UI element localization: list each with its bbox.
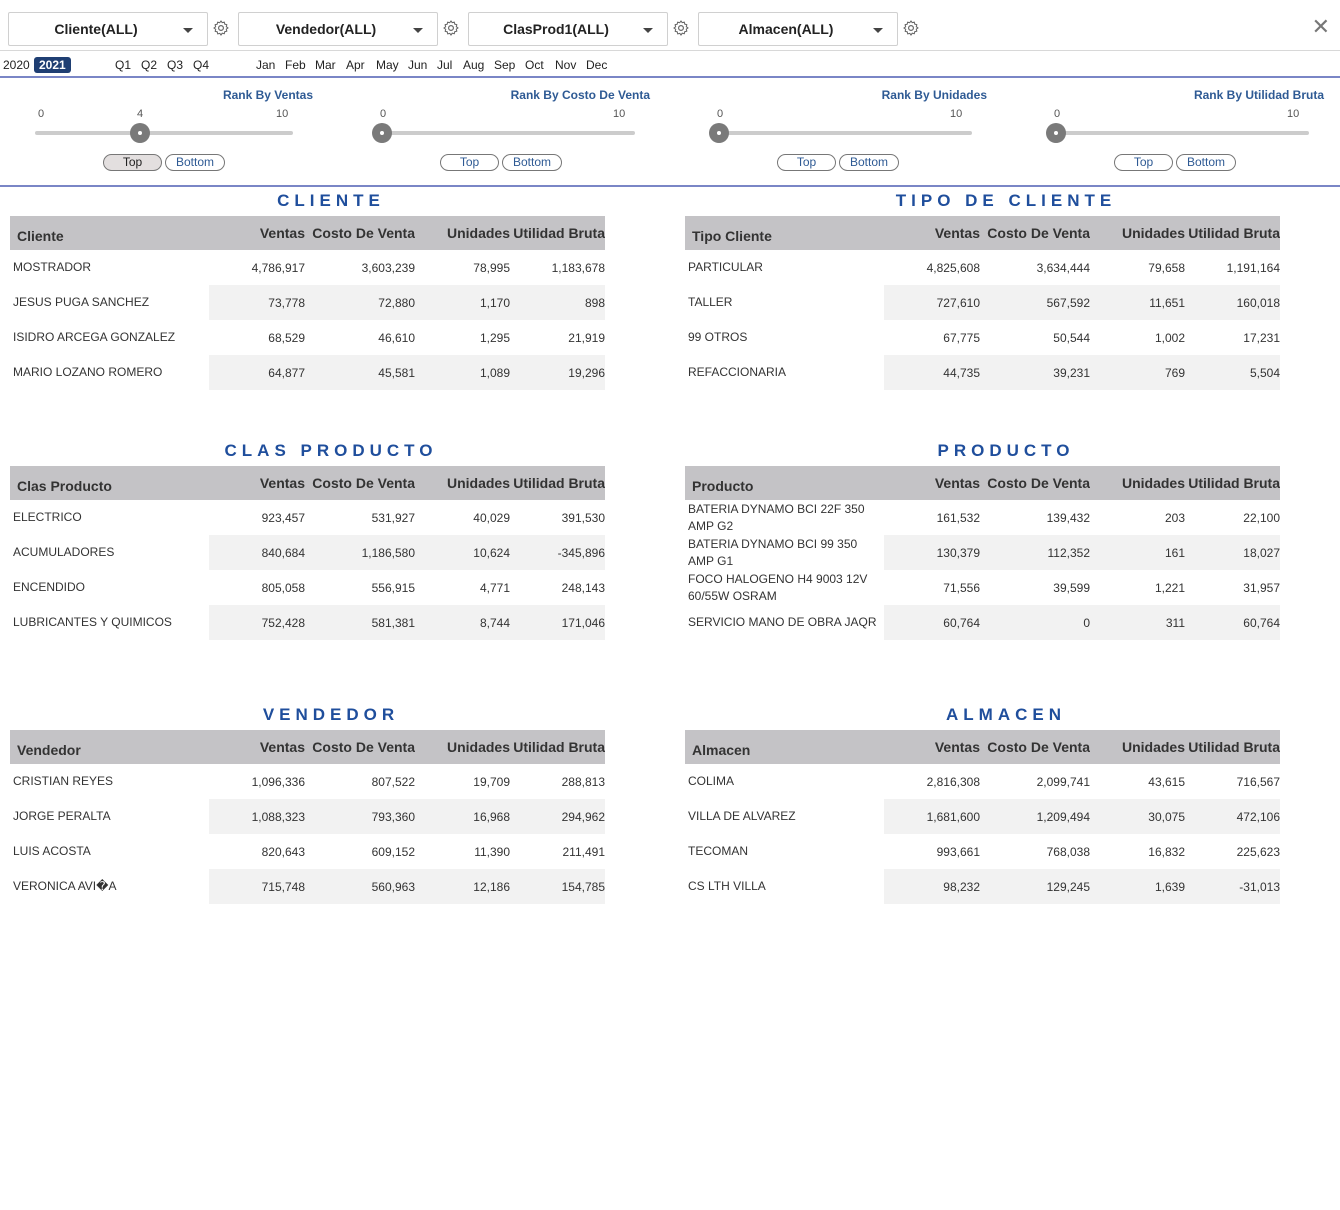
row-label: TECOMAN: [688, 844, 748, 858]
slider-track[interactable]: [714, 131, 972, 135]
cell-unidades: 30,075: [1090, 799, 1185, 834]
column-header-ventas[interactable]: Ventas: [209, 216, 305, 250]
divider: [0, 50, 1340, 51]
cell-costo-de-venta: 39,231: [980, 355, 1090, 390]
cell-unidades: 19,709: [473, 774, 510, 789]
month-may[interactable]: May: [376, 58, 399, 72]
table-row[interactable]: [10, 570, 605, 605]
bottom-button[interactable]: Bottom: [165, 154, 225, 171]
cell-utilidad-bruta: -345,896: [510, 535, 605, 570]
almacen-filter-dropdown[interactable]: [698, 12, 898, 46]
slider-track[interactable]: [377, 131, 635, 135]
slider-max-label: 10: [950, 108, 963, 120]
row-label: BATERIA DYNAMO BCI 99 350 AMP G1: [688, 536, 858, 568]
cell-utilidad-bruta: 60,764: [1185, 605, 1280, 640]
column-header-utilidad-bruta[interactable]: Utilidad Bruta: [1185, 730, 1280, 764]
bottom-button[interactable]: Bottom: [839, 154, 899, 171]
row-label: COLIMA: [688, 774, 735, 788]
divider: [0, 185, 1340, 187]
table-row[interactable]: [10, 285, 605, 320]
month-sep[interactable]: Sep: [494, 58, 516, 72]
cell-ventas: 98,232: [884, 869, 980, 904]
cell-unidades: 12,186: [415, 869, 510, 904]
column-header-costo-de-venta[interactable]: Costo De Venta: [980, 466, 1090, 500]
rank-utilidad-control: [1046, 80, 1324, 180]
cell-utilidad-bruta: 1,183,678: [551, 260, 605, 275]
cell-utilidad-bruta: 21,919: [568, 330, 605, 345]
cell-ventas: 752,428: [209, 605, 305, 640]
cell-utilidad-bruta: 248,143: [561, 580, 605, 595]
cell-unidades: 1,295: [479, 330, 510, 345]
cell-utilidad-bruta: 1,191,164: [1226, 260, 1280, 275]
top-button[interactable]: Top: [1114, 154, 1173, 171]
slider-max-label: 10: [1287, 108, 1300, 120]
clas-producto-table: [10, 466, 605, 640]
month-jul[interactable]: Jul: [437, 58, 453, 72]
cell-ventas: 130,379: [884, 535, 980, 570]
year-2021-selected[interactable]: 2021: [34, 57, 71, 73]
cell-ventas: 715,748: [209, 869, 305, 904]
table-row[interactable]: [10, 500, 605, 535]
clasprod-filter-label: ClasProd1(ALL): [503, 21, 609, 37]
cell-costo-de-venta: 0: [980, 605, 1090, 640]
cell-utilidad-bruta: 154,785: [510, 869, 605, 904]
cell-costo-de-venta: 793,360: [305, 799, 415, 834]
slider-handle[interactable]: [130, 123, 150, 143]
row-label: MARIO LOZANO ROMERO: [13, 365, 163, 379]
month-dec[interactable]: Dec: [586, 58, 608, 72]
cell-unidades: 1,002: [1154, 330, 1185, 345]
cell-costo-de-venta: 581,381: [305, 605, 415, 640]
panel-title: ALMACEN: [946, 705, 1066, 724]
cell-costo-de-venta: 556,915: [371, 580, 415, 595]
column-header-costo-de-venta[interactable]: Costo De Venta: [305, 466, 415, 500]
column-header-clas-producto[interactable]: Clas Producto: [10, 466, 209, 500]
quarter-q4[interactable]: Q4: [193, 58, 210, 72]
row-label: MOSTRADOR: [13, 260, 91, 274]
cell-ventas: 993,661: [936, 844, 980, 859]
column-header-unidades[interactable]: Unidades: [415, 730, 510, 764]
cell-utilidad-bruta: 716,567: [1236, 774, 1280, 789]
cell-ventas: 1,681,600: [884, 799, 980, 834]
row-label: REFACCIONARIA: [688, 365, 787, 379]
column-header-utilidad-bruta[interactable]: Utilidad Bruta: [510, 730, 605, 764]
cell-unidades: 11,390: [474, 844, 510, 859]
cell-ventas: 67,775: [943, 330, 980, 345]
cell-ventas: 60,764: [884, 605, 980, 640]
slider-track[interactable]: [1051, 131, 1309, 135]
tipo-de-cliente-table: [685, 216, 1280, 390]
column-header-vendedor[interactable]: Vendedor: [10, 730, 209, 764]
column-header-tipo-cliente[interactable]: Tipo Cliente: [685, 216, 884, 250]
table-row[interactable]: [685, 570, 1280, 605]
cell-unidades: 43,615: [1148, 774, 1185, 789]
row-label: ENCENDIDO: [13, 580, 86, 594]
producto-table: [685, 466, 1280, 640]
cell-ventas: 923,457: [261, 510, 305, 525]
slider-handle[interactable]: [1046, 123, 1066, 143]
row-label: ACUMULADORES: [13, 545, 115, 559]
cell-unidades: 11,651: [1090, 285, 1185, 320]
almacen-filter-label: Almacen(ALL): [738, 21, 834, 37]
panel-title: CLAS PRODUCTO: [224, 441, 438, 460]
table-row[interactable]: [685, 355, 1280, 390]
table-row[interactable]: [10, 535, 605, 570]
cell-costo-de-venta: 3,634,444: [1036, 260, 1090, 275]
rank-title: Rank By Utilidad Bruta: [1193, 88, 1324, 102]
table-row[interactable]: [685, 285, 1280, 320]
top-button[interactable]: Top: [440, 154, 499, 171]
slider-min-label: 0: [1054, 108, 1061, 120]
row-label: CRISTIAN REYES: [13, 774, 114, 788]
table-row[interactable]: [685, 535, 1280, 570]
table-row[interactable]: [10, 355, 605, 390]
cell-unidades: 161: [1090, 535, 1185, 570]
quarter-q3[interactable]: Q3: [167, 58, 184, 72]
row-label: 99 OTROS: [688, 330, 748, 344]
column-header-unidades[interactable]: Unidades: [415, 216, 510, 250]
row-label: JESUS PUGA SANCHEZ: [13, 295, 150, 309]
cell-costo-de-venta: 1,209,494: [980, 799, 1090, 834]
cell-utilidad-bruta: 211,491: [562, 844, 605, 859]
cliente-filter-label: Cliente(ALL): [54, 21, 138, 37]
cell-costo-de-venta: 3,603,239: [361, 260, 415, 275]
table-header-row: [685, 216, 1280, 250]
month-aug[interactable]: Aug: [463, 58, 485, 72]
row-label: JORGE PERALTA: [13, 809, 111, 823]
column-header-utilidad-bruta[interactable]: Utilidad Bruta: [510, 466, 605, 500]
row-label: VERONICA AVI�A: [13, 879, 117, 893]
cell-costo-de-venta: 50,544: [1053, 330, 1090, 345]
cell-utilidad-bruta: 391,530: [561, 510, 605, 525]
table-header-row: [685, 466, 1280, 500]
cell-costo-de-venta: 609,152: [371, 844, 415, 859]
cell-utilidad-bruta: 294,962: [510, 799, 605, 834]
vendedor-table: [10, 730, 605, 904]
cell-ventas: 64,877: [209, 355, 305, 390]
row-label: ISIDRO ARCEGA GONZALEZ: [13, 330, 176, 344]
cell-costo-de-venta: 768,038: [1046, 844, 1090, 859]
table-header-row: [10, 730, 605, 764]
row-label: CS LTH VILLA: [688, 879, 766, 893]
row-label: TALLER: [688, 295, 733, 309]
cell-unidades: 4,771: [479, 580, 510, 595]
column-header-utilidad-bruta[interactable]: Utilidad Bruta: [510, 216, 605, 250]
cliente-filter-dropdown[interactable]: [8, 12, 208, 46]
row-label: PARTICULAR: [688, 260, 763, 274]
date-selector: [0, 56, 1340, 74]
month-feb[interactable]: Feb: [285, 58, 306, 72]
slider-max-label: 10: [613, 108, 626, 120]
cell-ventas: 161,532: [936, 510, 980, 525]
cell-unidades: 1,089: [415, 355, 510, 390]
slider-max-label: 10: [276, 108, 289, 120]
gear-icon[interactable]: [442, 19, 460, 37]
table-row[interactable]: [685, 320, 1280, 355]
row-label: FOCO HALOGENO H4 9003 12V 60/55W OSRAM: [688, 571, 868, 603]
slider-track[interactable]: [35, 131, 293, 135]
table-row[interactable]: [685, 799, 1280, 834]
table-row[interactable]: [10, 764, 605, 799]
cell-unidades: 16,968: [415, 799, 510, 834]
cell-ventas: 73,778: [209, 285, 305, 320]
slider-handle[interactable]: [709, 123, 729, 143]
rank-unidades-control: [709, 80, 987, 180]
vendedor-filter-dropdown[interactable]: [238, 12, 438, 46]
cell-unidades: 1,639: [1090, 869, 1185, 904]
column-header-unidades[interactable]: Unidades: [1090, 730, 1185, 764]
row-label: VILLA DE ALVAREZ: [688, 809, 796, 823]
bottom-button[interactable]: Bottom: [502, 154, 562, 171]
cell-costo-de-venta: 531,927: [371, 510, 415, 525]
slider-min-label: 0: [717, 108, 724, 120]
cell-ventas: 2,816,308: [926, 774, 980, 789]
table-row[interactable]: [10, 834, 605, 869]
almacen-table: [685, 730, 1280, 904]
column-header-unidades[interactable]: Unidades: [1090, 216, 1185, 250]
column-header-costo-de-venta[interactable]: Costo De Venta: [305, 730, 415, 764]
slider-min-label: 0: [38, 108, 45, 120]
table-row[interactable]: [10, 250, 605, 285]
cell-ventas: 840,684: [209, 535, 305, 570]
cell-utilidad-bruta: 160,018: [1185, 285, 1280, 320]
cell-utilidad-bruta: 472,106: [1185, 799, 1280, 834]
rank-title: Rank By Costo De Venta: [510, 88, 650, 102]
column-header-ventas[interactable]: Ventas: [209, 466, 305, 500]
rank-costo-control: [372, 80, 650, 180]
cell-unidades: 1,170: [415, 285, 510, 320]
month-jun[interactable]: Jun: [408, 58, 428, 72]
cell-ventas: 71,556: [943, 580, 980, 595]
cell-costo-de-venta: 2,099,741: [1036, 774, 1090, 789]
chevron-down-icon: [183, 28, 193, 33]
cell-utilidad-bruta: 22,100: [1243, 510, 1280, 525]
row-label: LUBRICANTES Y QUIMICOS: [13, 615, 172, 629]
column-header-utilidad-bruta[interactable]: Utilidad Bruta: [1185, 466, 1280, 500]
cell-costo-de-venta: 567,592: [980, 285, 1090, 320]
row-label: BATERIA DYNAMO BCI 22F 350 AMP G2: [688, 501, 865, 533]
cell-utilidad-bruta: 5,504: [1185, 355, 1280, 390]
cell-utilidad-bruta: 171,046: [510, 605, 605, 640]
cell-utilidad-bruta: 18,027: [1185, 535, 1280, 570]
panel-title: PRODUCTO: [937, 441, 1075, 460]
cell-ventas: 4,825,608: [926, 260, 980, 275]
column-header-ventas[interactable]: Ventas: [884, 216, 980, 250]
gear-icon[interactable]: [212, 19, 230, 37]
cell-ventas: 820,643: [261, 844, 305, 859]
cell-costo-de-venta: 807,522: [371, 774, 415, 789]
bottom-button[interactable]: Bottom: [1176, 154, 1236, 171]
month-nov[interactable]: Nov: [555, 58, 577, 72]
panel-title: TIPO DE CLIENTE: [895, 191, 1117, 210]
divider: [0, 76, 1340, 78]
month-apr[interactable]: Apr: [346, 58, 365, 72]
quarter-q2[interactable]: Q2: [141, 58, 158, 72]
table-row[interactable]: [10, 320, 605, 355]
cell-utilidad-bruta: -31,013: [1185, 869, 1280, 904]
cell-unidades: 79,658: [1148, 260, 1185, 275]
row-label: ELECTRICO: [13, 510, 82, 524]
cell-costo-de-venta: 129,245: [980, 869, 1090, 904]
cell-utilidad-bruta: 19,296: [510, 355, 605, 390]
table-row[interactable]: [685, 605, 1280, 640]
chevron-down-icon: [643, 28, 653, 33]
cell-ventas: 727,610: [884, 285, 980, 320]
rank-ventas-control: [35, 80, 313, 180]
column-header-ventas[interactable]: Ventas: [884, 466, 980, 500]
rank-title: Rank By Ventas: [222, 88, 313, 102]
cell-unidades: 16,832: [1148, 844, 1185, 859]
cell-costo-de-venta: 72,880: [305, 285, 415, 320]
panel-title: CLIENTE: [277, 191, 385, 210]
table-row[interactable]: [685, 250, 1280, 285]
column-header-costo-de-venta[interactable]: Costo De Venta: [980, 730, 1090, 764]
cell-utilidad-bruta: 31,957: [1243, 580, 1280, 595]
clasprod-filter-dropdown[interactable]: [468, 12, 668, 46]
cell-costo-de-venta: 1,186,580: [305, 535, 415, 570]
cell-unidades: 10,624: [415, 535, 510, 570]
cell-costo-de-venta: 45,581: [305, 355, 415, 390]
cell-unidades: 769: [1090, 355, 1185, 390]
cell-unidades: 1,221: [1154, 580, 1185, 595]
table-row[interactable]: [10, 605, 605, 640]
table-header-row: [10, 466, 605, 500]
column-header-almacen[interactable]: Almacen: [685, 730, 884, 764]
cell-utilidad-bruta: 225,623: [1236, 844, 1280, 859]
chevron-down-icon: [873, 28, 883, 33]
cell-ventas: 4,786,917: [251, 260, 305, 275]
cell-utilidad-bruta: 898: [510, 285, 605, 320]
cell-ventas: 1,096,336: [251, 774, 305, 789]
column-header-ventas[interactable]: Ventas: [209, 730, 305, 764]
month-jan[interactable]: Jan: [256, 58, 276, 72]
quarter-q1[interactable]: Q1: [115, 58, 132, 72]
cell-ventas: 68,529: [268, 330, 305, 345]
rank-title: Rank By Unidades: [881, 88, 987, 102]
cell-costo-de-venta: 139,432: [1046, 510, 1090, 525]
cell-ventas: 44,735: [884, 355, 980, 390]
month-oct[interactable]: Oct: [525, 58, 544, 72]
panel-title: VENDEDOR: [262, 705, 400, 724]
cell-unidades: 78,995: [473, 260, 510, 275]
column-header-unidades[interactable]: Unidades: [415, 466, 510, 500]
year-2020[interactable]: 2020: [3, 58, 30, 72]
table-row[interactable]: [10, 869, 605, 904]
top-button[interactable]: Top: [777, 154, 836, 171]
column-header-ventas[interactable]: Ventas: [884, 730, 980, 764]
column-header-cliente[interactable]: Cliente: [10, 216, 209, 250]
cell-costo-de-venta: 39,599: [1053, 580, 1090, 595]
cell-ventas: 805,058: [261, 580, 305, 595]
cliente-table: [10, 216, 605, 390]
slider-handle[interactable]: [372, 123, 392, 143]
cell-costo-de-venta: 560,963: [305, 869, 415, 904]
column-header-utilidad-bruta[interactable]: Utilidad Bruta: [1185, 216, 1280, 250]
table-row[interactable]: [10, 799, 605, 834]
top-button[interactable]: Top: [103, 154, 162, 171]
cell-costo-de-venta: 112,352: [980, 535, 1090, 570]
cell-utilidad-bruta: 288,813: [561, 774, 605, 789]
table-header-row: [10, 216, 605, 250]
cell-unidades: 203: [1164, 510, 1185, 525]
month-mar[interactable]: Mar: [315, 58, 336, 72]
cell-unidades: 40,029: [473, 510, 510, 525]
table-row[interactable]: [685, 764, 1280, 799]
slider-value-label: 4: [137, 108, 144, 120]
gear-icon[interactable]: [672, 19, 690, 37]
column-header-costo-de-venta[interactable]: Costo De Venta: [980, 216, 1090, 250]
table-row[interactable]: [685, 869, 1280, 904]
row-label: LUIS ACOSTA: [13, 844, 91, 858]
slider-min-label: 0: [380, 108, 387, 120]
cell-ventas: 1,088,323: [209, 799, 305, 834]
column-header-producto[interactable]: Producto: [685, 466, 884, 500]
cell-unidades: 8,744: [415, 605, 510, 640]
row-label: SERVICIO MANO DE OBRA JAQR: [688, 615, 877, 629]
close-icon[interactable]: ✕: [1311, 14, 1330, 39]
column-header-costo-de-venta[interactable]: Costo De Venta: [305, 216, 415, 250]
cell-unidades: 311: [1090, 605, 1185, 640]
column-header-unidades[interactable]: Unidades: [1090, 466, 1185, 500]
chevron-down-icon: [413, 28, 423, 33]
cell-utilidad-bruta: 17,231: [1243, 330, 1280, 345]
table-header-row: [685, 730, 1280, 764]
cell-costo-de-venta: 46,610: [378, 330, 415, 345]
vendedor-filter-label: Vendedor(ALL): [275, 21, 377, 37]
table-row[interactable]: [685, 500, 1280, 535]
gear-icon[interactable]: [902, 19, 920, 37]
table-row[interactable]: [685, 834, 1280, 869]
